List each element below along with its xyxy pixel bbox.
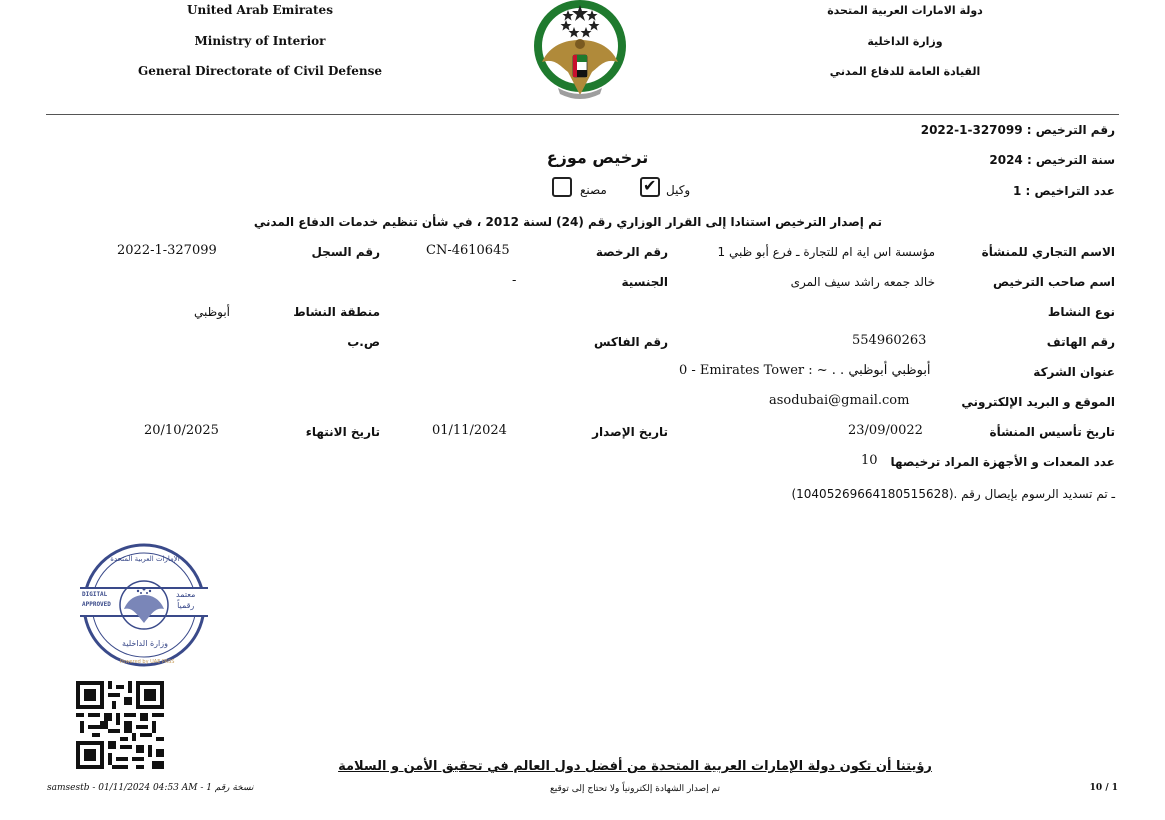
stamp-bottom-text: وزارة الداخلية xyxy=(122,639,168,648)
header-en-country: United Arab Emirates xyxy=(187,3,333,17)
phone-label: رقم الهاتف xyxy=(1046,335,1115,349)
phone-value: 554960263 xyxy=(852,333,927,348)
address-text: 0 - Emirates Tower : ~ . . أبوظبي أبوظبي xyxy=(679,363,931,378)
address-value xyxy=(679,363,931,378)
establishment-date-label: تاريخ تأسيس المنشأة xyxy=(989,425,1115,439)
fee-receipt-text: ـ تم تسديد الرسوم بإيصال رقم .(1040526966418051562​8) xyxy=(791,487,1115,501)
license-number-value: CN-4610645 xyxy=(426,243,510,258)
license-number-meta: رقم الترخيص : 327099-1-2022 xyxy=(920,123,1115,137)
stamp-powered-by: Powered by UAE PASS xyxy=(119,659,175,665)
qr-code-icon xyxy=(76,681,164,769)
footer-page-number: 10 / 1 xyxy=(1089,783,1118,793)
header-ar-country: دولة الامارات العربية المتحدة xyxy=(827,4,983,17)
license-year-meta: سنة الترخيص : 2024 xyxy=(989,153,1115,167)
footer-print-text: samsestb - 01/11/2024 04:53 AM - 1 نسخة رقم xyxy=(47,783,254,793)
license-type-agent-label: وكيل xyxy=(666,183,691,197)
uae-emblem-icon xyxy=(530,0,630,102)
license-type-factory-label: مصنع xyxy=(580,183,607,197)
equipment-count-value: 10 xyxy=(861,453,878,468)
header-en-ministry: Ministry of Interior xyxy=(194,34,326,48)
license-count-meta: عدد التراخيص : 1 xyxy=(1013,184,1115,198)
header-ar-ministry: وزارة الداخلية xyxy=(867,35,943,48)
nationality-value: - xyxy=(512,273,517,288)
decree-text: تم إصدار الترخيص استنادا إلى القرار الوزاري رقم (24) لسنة 2012 ، في شأن تنظيم خدمات الدفاع المدني xyxy=(253,215,882,229)
po-box-label: ص.ب xyxy=(347,335,380,349)
license-type-agent-checkbox[interactable] xyxy=(640,177,660,197)
trade-name-value: مؤسسة اس اية ام للتجارة ـ فرع أبو ظبي 1 xyxy=(717,245,935,259)
equipment-count-label: عدد المعدات و الأجهزة المراد ترخيصها xyxy=(890,455,1115,469)
email-label: الموقع و البريد الإلكتروني xyxy=(961,395,1115,409)
trade-name-label: الاسم التجاري للمنشأة xyxy=(981,245,1115,259)
owner-name-value: خالد جمعه راشد سيف المرى xyxy=(790,275,935,289)
header-en-directorate: General Directorate of Civil Defense xyxy=(138,64,382,78)
header-ar-directorate: القيادة العامة للدفاع المدني xyxy=(829,65,981,78)
document-title: ترخيص موزع xyxy=(546,148,649,167)
registry-number-label: رقم السجل xyxy=(311,245,380,259)
owner-name-label: اسم صاحب الترخيص xyxy=(992,275,1115,289)
stamp-right-line-1: معتمد xyxy=(176,590,196,599)
email-value: asodubai@gmail.com xyxy=(769,393,910,408)
stamp-left-line-1: DIGITAL xyxy=(82,591,108,598)
address-label: عنوان الشركة xyxy=(1033,365,1115,379)
expiry-date-value: 20/10/2025 xyxy=(144,423,219,438)
stamp-right-line-2: رقمياً xyxy=(177,601,195,610)
registry-number-value: 2022-1-327099 xyxy=(117,243,217,258)
fax-label: رقم الفاكس xyxy=(593,335,668,349)
footer-electronic-note: تم إصدار الشهادة إلكترونياً ولا تحتاج إلى توقيع xyxy=(549,784,721,794)
nationality-label: الجنسية xyxy=(621,275,668,289)
establishment-date-value: 23/09/0022 xyxy=(848,423,923,438)
license-number-label: رقم الرخصة xyxy=(595,245,668,259)
vision-motto: رؤيتنا أن تكون دولة الإمارات العربية المتحدة من أفضل دول العالم في تحقيق الأمن و السلامة xyxy=(338,759,932,774)
header-divider xyxy=(46,114,1119,115)
issue-date-value: 01/11/2024 xyxy=(432,423,507,438)
digital-approved-stamp xyxy=(80,543,210,671)
activity-area-label: منطقة النشاط xyxy=(293,305,380,319)
expiry-date-label: تاريخ الانتهاء xyxy=(305,425,380,439)
license-type-factory-checkbox[interactable] xyxy=(552,177,572,197)
stamp-top-text: الإمارات العربية المتحدة xyxy=(110,555,180,563)
footer-print-info xyxy=(47,783,254,793)
stamp-left-line-2: APPROVED xyxy=(82,601,111,608)
activity-area-value: أبوظبي xyxy=(193,305,230,319)
issue-date-label: تاريخ الإصدار xyxy=(592,425,668,439)
activity-type-label: نوع النشاط xyxy=(1047,305,1115,319)
